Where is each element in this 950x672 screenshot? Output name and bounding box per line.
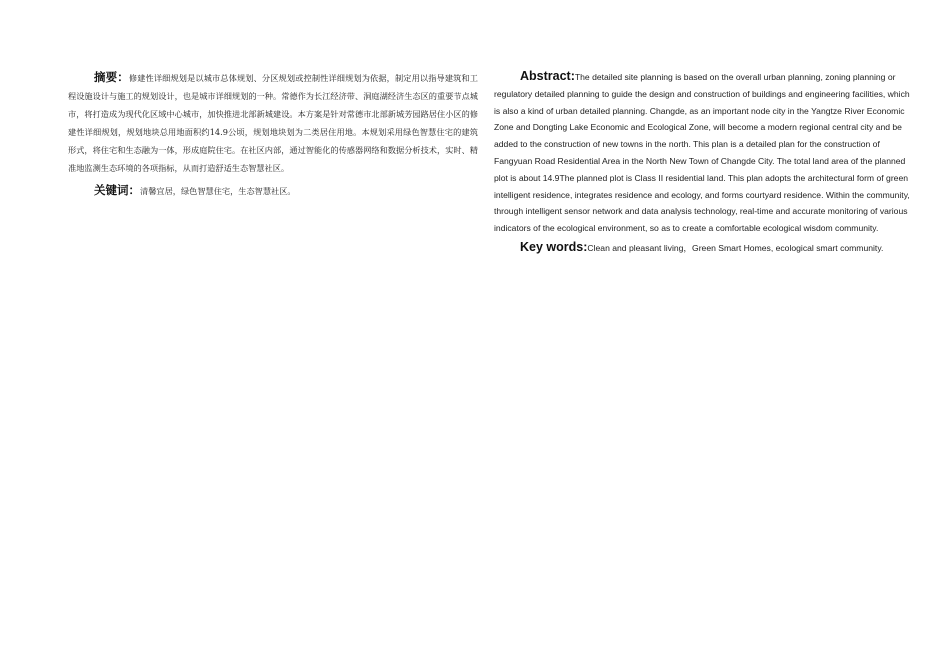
chinese-abstract-paragraph [68,68,478,177]
english-abstract-column [494,68,910,257]
chinese-keywords-text: 清馨宜居，绿色智慧住宅，生态智慧社区。 [140,186,296,196]
english-keywords-label: Key words: [520,239,588,254]
chinese-abstract-text: 修建性详细规划是以城市总体规划、分区规划或控制性详细规划为依据，制定用以指导建筑和工程设施设计与施工的规划设计，也是城市详细规划的一种。常德作为长江经济带、洞庭湖经济生态区的重要节点城市，将打造成为现代化区域中心城市，加快推进北部新城建设。本方案是针对常德市北部新城芳园路居住小区的修建性详细规划，规划地块总用地面积约14.9公顷，规划地块划为二类居住用地。本规划采用绿色智慧住宅的建筑形式，将住宅和生态融为一体，形成庭院住宅。在社区内部，通过智能化的传感器网络和数据分析技术，实时、精准地监测生态环境的各项指标，从而打造舒适生态智慧社区。 [68,73,478,173]
english-abstract-label: Abstract: [520,69,575,83]
english-keywords-paragraph [494,239,910,257]
chinese-keywords-paragraph [68,181,478,200]
english-abstract-text: The detailed site planning is based on the overall urban planning, zoning planning or regulatory detailed planning to guide the design and construction of buildings and engineering facilities, which is also a kind of urban detailed planning. Changde, as an important node city in the Yangtze River Economic Zone and Dongting Lake Economic and Ecological Zone, will become a modern regional central city and be added to the construction of new towns in the north. This plan is a detailed plan for the construction of Fangyuan Road Residential Area in the North New Town of Changde City. The total land area of the planned plot is about 14.9The planned plot is Class II residential land. This plan adopts the architectural form of green intelligent residence, integrates residence and ecology, and forms courtyard residence. Within the community, through intelligent sensor network and data analysis technology, real-time and accurate monitoring of various indicators of the ecological environment, so as to create a comfortable ecological wisdom community. [494,72,910,234]
chinese-abstract-label: 摘要： [94,70,129,84]
chinese-abstract-column [68,68,478,200]
english-abstract-paragraph [494,68,910,237]
english-keywords-text: Clean and pleasant living，Green Smart Homes, ecological smart community. [587,242,884,253]
chinese-keywords-label: 关键词： [94,183,140,197]
